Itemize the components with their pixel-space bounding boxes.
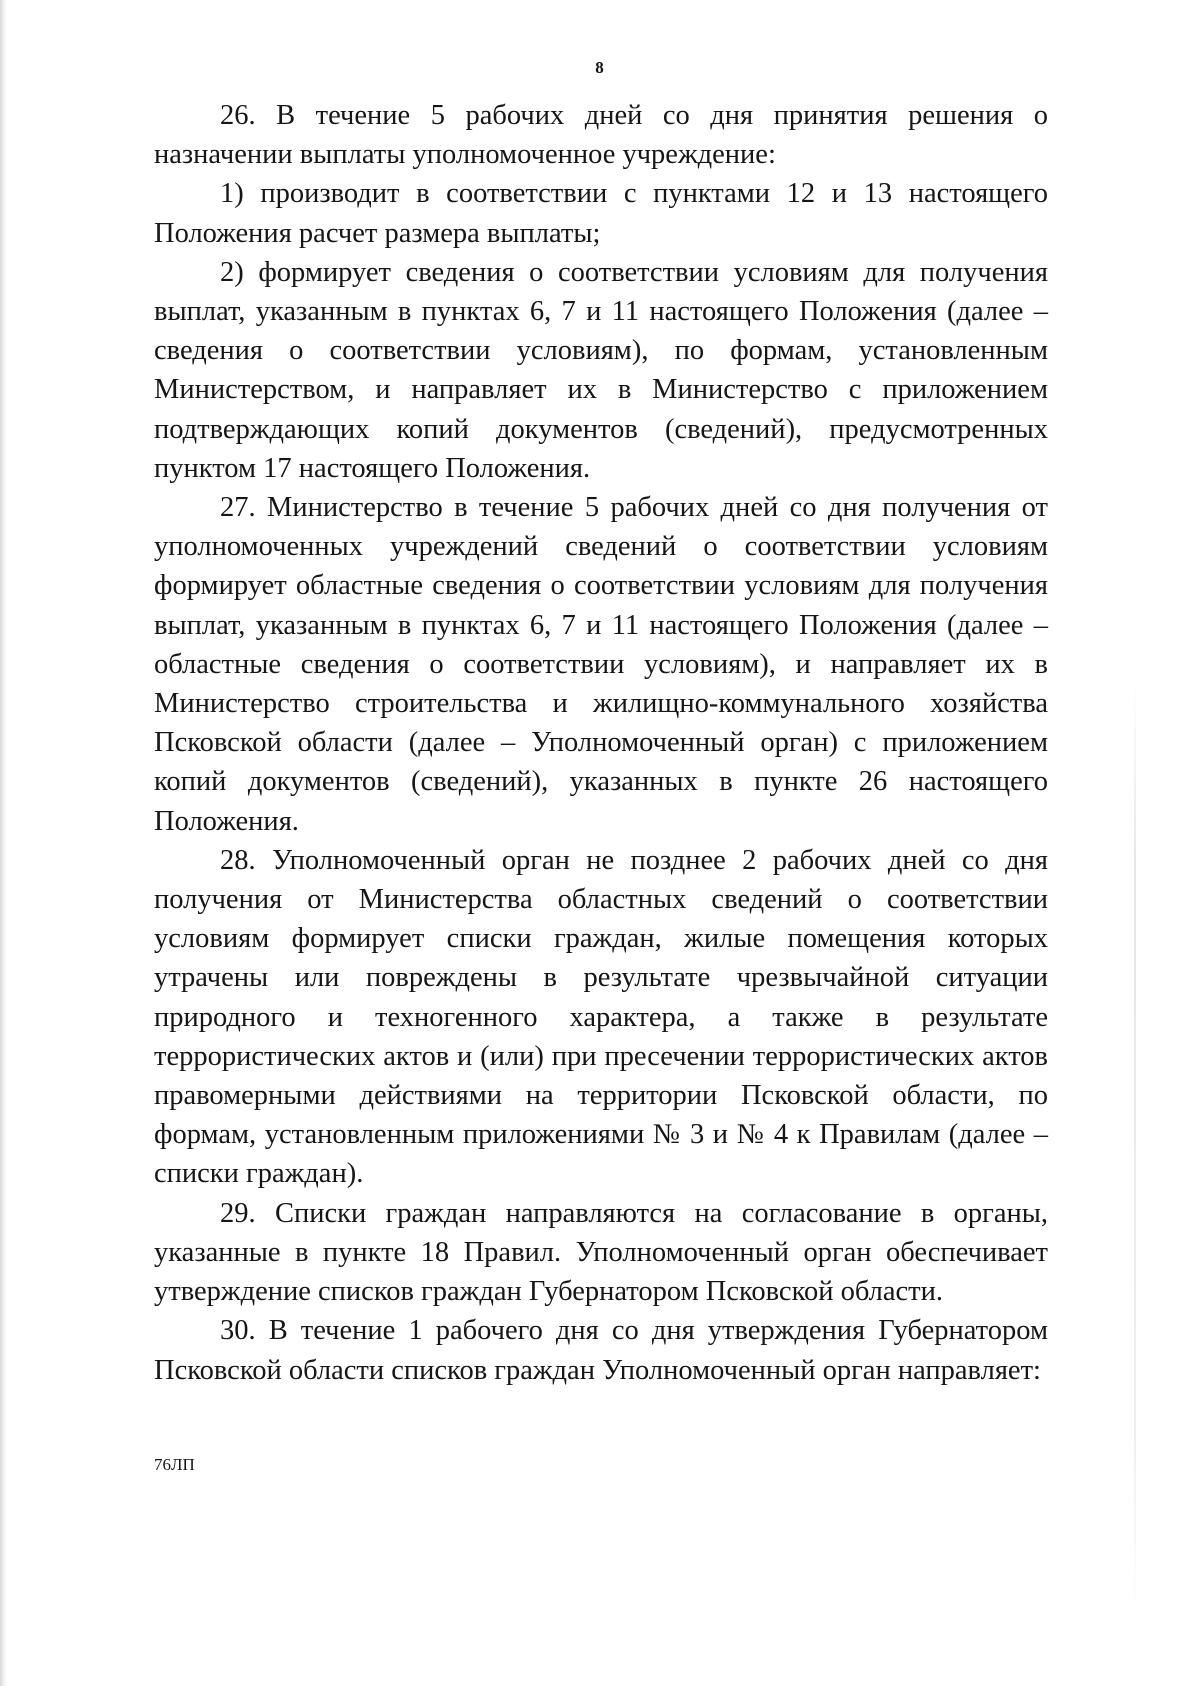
paragraph-26-item-1: 1) производит в соответствии с пунктами 12 и 13 настоящего Положения расчет размера выплаты; xyxy=(154,178,1048,249)
document-body xyxy=(154,96,1048,1390)
document-code: 76ЛП xyxy=(154,1455,195,1474)
scan-edge-right xyxy=(1134,680,1136,1620)
paragraph-29: 29. Списки граждан направляются на согласование в органы, указанные в пункте 18 Правил. Уполномоченный орган обеспечивает утверждение списков граждан Губернатором Псковской области. xyxy=(154,1197,1048,1308)
paragraph-27: 27. Министерство в течение 5 рабочих дней со дня получения от уполномоченных учреждений сведений о соответствии условиям формирует областные сведения о соответствии условиям для получения выплат, указанным в пунктах 6, 7 и 11 настоящего Положения (далее – областные сведения о соответствии условиям), и направляет их в Министерство строительства и жилищно-коммунального хозяйства Псковской области (далее – Уполномоченный орган) с приложением копий документов (сведений), указанных в пункте 26 настоящего Положения. xyxy=(154,492,1048,837)
paragraph-30: 30. В течение 1 рабочего дня со дня утверждения Губернатором Псковской области списков граждан Уполномоченный орган направляет: xyxy=(154,1315,1048,1386)
paragraph-26-item-2: 2) формирует сведения о соответствии условиям для получения выплат, указанным в пунктах 6, 7 и 11 настоящего Положения (далее – сведения о соответствии условиям), по формам, установленным Министерством, и направляет их в Министерство с приложением подтверждающих копий документов (сведений), предусмотренных пунктом 17 настоящего Положения. xyxy=(154,256,1048,484)
paragraph-28: 28. Уполномоченный орган не позднее 2 рабочих дней со дня получения от Министерства областных сведений о соответствии условиям формирует списки граждан, жилые помещения которых утрачены или повреждены в результате чрезвычайной ситуации природного и техногенного характера, а также в результате террористических актов и (или) при пресечении террористических актов правомерными действиями на территории Псковской области, по формам, установленным приложениями № 3 и № 4 к Правилам (далее – списки граждан). xyxy=(154,844,1048,1190)
page-number: 8 xyxy=(595,58,605,77)
scan-edge-left xyxy=(0,0,7,1686)
paragraph-26: 26. В течение 5 рабочих дней со дня принятия решения о назначении выплаты уполномоченное учреждение: xyxy=(154,100,1048,171)
